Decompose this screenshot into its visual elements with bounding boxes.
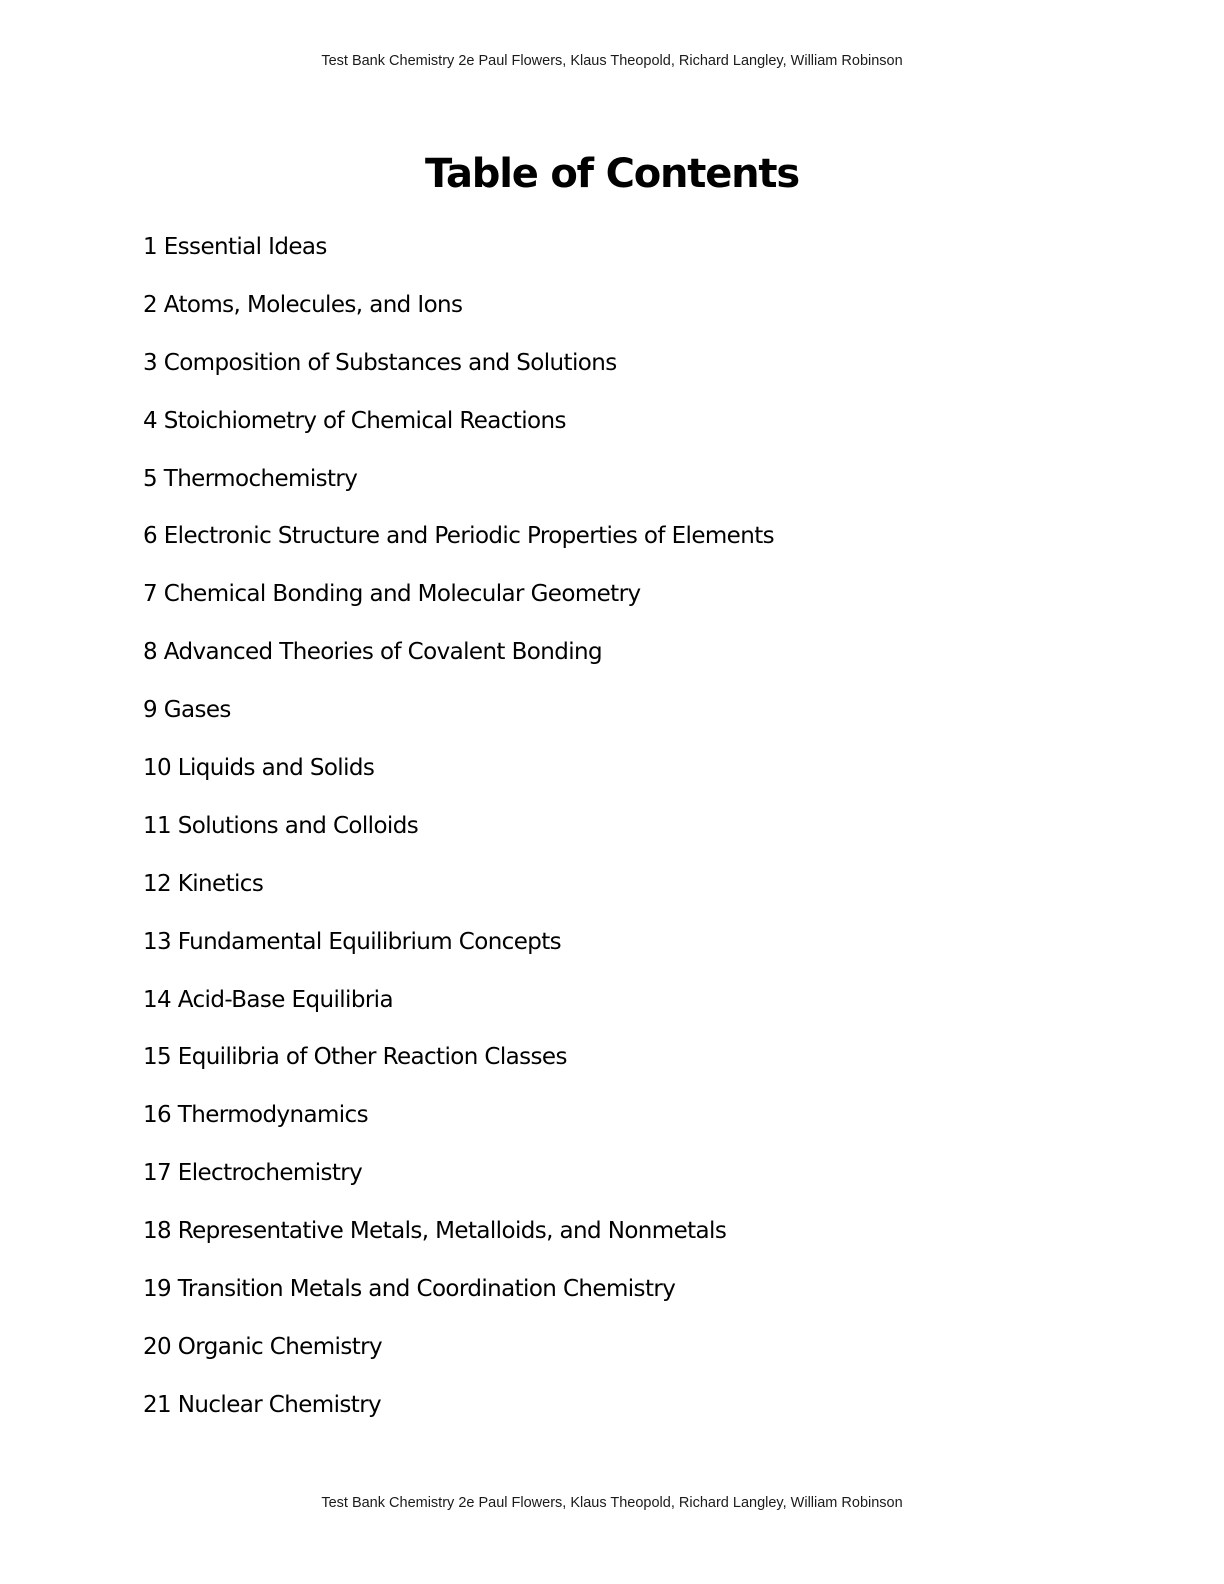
toc-entry-10: 10 Liquids and Solids [143,755,375,782]
toc-entry-7: 7 Chemical Bonding and Molecular Geometry [143,581,641,608]
toc-entry-8: 8 Advanced Theories of Covalent Bonding [143,639,602,666]
page-title: Table of Contents [425,151,799,197]
toc-entry-5: 5 Thermochemistry [143,465,358,492]
toc-entry-17: 17 Electrochemistry [143,1160,363,1187]
toc-entry-13: 13 Fundamental Equilibrium Concepts [143,928,562,955]
toc-entry-1: 1 Essential Ideas [143,234,327,260]
toc-entry-12: 12 Kinetics [143,870,264,897]
toc-entry-9: 9 Gases [143,697,231,724]
toc-entry-15: 15 Equilibria of Other Reaction Classes [143,1044,567,1071]
toc-entry-19: 19 Transition Metals and Coordination Chemistry [143,1276,676,1303]
toc-entry-11: 11 Solutions and Colloids [143,812,419,839]
toc-entry-16: 16 Thermodynamics [143,1102,368,1129]
toc-entry-18: 18 Representative Metals, Metalloids, and Nonmetals [143,1218,727,1245]
toc-entry-20: 20 Organic Chemistry [143,1333,383,1360]
table-of-contents [143,226,774,1442]
toc-entry-3: 3 Composition of Substances and Solutions [143,349,617,376]
running-header: Test Bank Chemistry 2e Paul Flowers, Klaus Theopold, Richard Langley, William Robinson [321,53,903,69]
running-footer: Test Bank Chemistry 2e Paul Flowers, Klaus Theopold, Richard Langley, William Robinson [321,1495,903,1511]
toc-entry-21: 21 Nuclear Chemistry [143,1391,382,1418]
toc-entry-2: 2 Atoms, Molecules, and Ions [143,291,463,318]
toc-entry-14: 14 Acid-Base Equilibria [143,986,393,1013]
toc-entry-6: 6 Electronic Structure and Periodic Properties of Elements [143,523,775,550]
toc-entry-4: 4 Stoichiometry of Chemical Reactions [143,407,566,434]
